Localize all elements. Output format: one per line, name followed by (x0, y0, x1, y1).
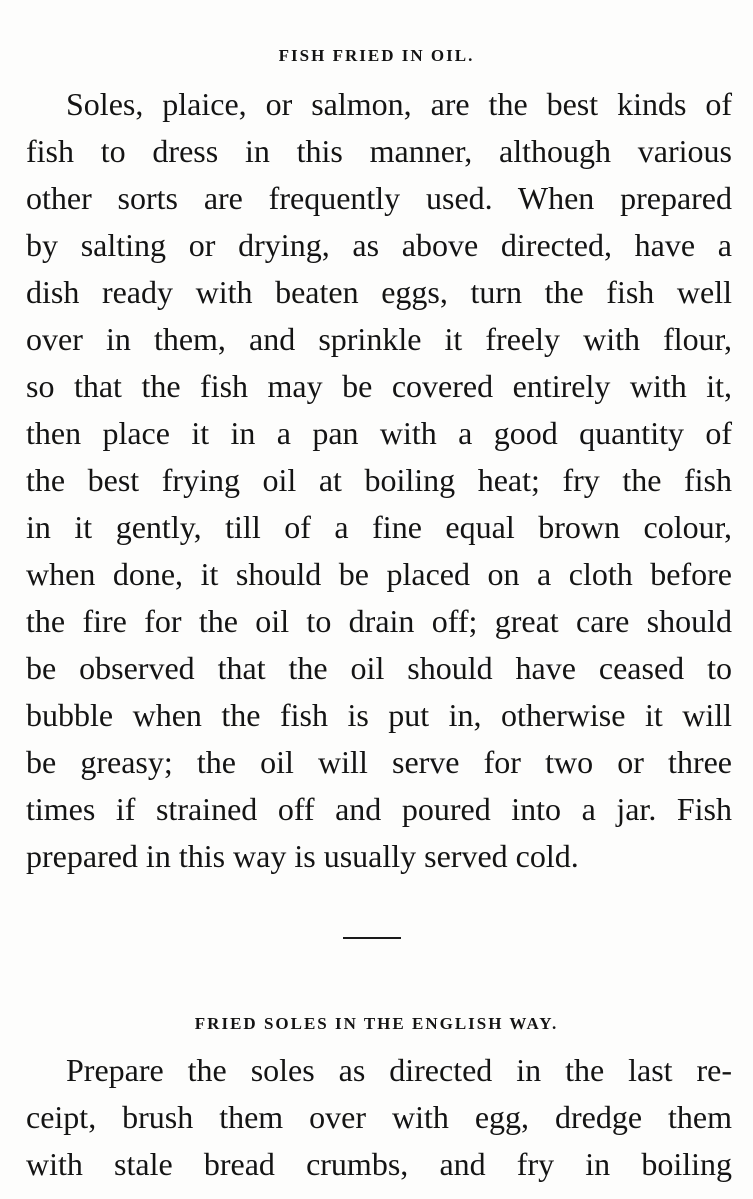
text-line: so that the fish may be covered entirely with it, (26, 368, 732, 404)
text-line: be observed that the oil should have ceased to (26, 650, 732, 686)
text-line: prepared in this way is usually served cold. (26, 838, 579, 874)
section-heading-fish-fried-in-oil: FISH FRIED IN OIL. (278, 46, 475, 65)
text-line: fish to dress in this manner, although various (26, 133, 732, 169)
text-line: times if strained off and poured into a jar. Fish (26, 791, 732, 827)
text-line: be greasy; the oil will serve for two or three (26, 744, 732, 780)
section-heading-fried-soles: FRIED SOLES IN THE ENGLISH WAY. (194, 1014, 559, 1033)
section-divider-rule (343, 937, 401, 939)
text-line: bubble when the fish is put in, otherwise it will (26, 697, 732, 733)
text-line: in it gently, till of a fine equal brown colour, (26, 509, 732, 545)
text-line: by salting or drying, as above directed, have a (26, 227, 732, 263)
text-line: with stale bread crumbs, and fry in boiling (26, 1146, 732, 1182)
text-line: then place it in a pan with a good quantity of (26, 415, 732, 451)
text-line: the fire for the oil to drain off; great care should (26, 603, 732, 639)
text-line: Soles, plaice, or salmon, are the best kinds of (66, 86, 732, 122)
text-line: the best frying oil at boiling heat; fry the fish (26, 462, 732, 498)
text-line: when done, it should be placed on a cloth before (26, 556, 732, 592)
text-line: Prepare the soles as directed in the last re- (66, 1052, 732, 1088)
text-line: over in them, and sprinkle it freely with flour, (26, 321, 732, 357)
text-line: other sorts are frequently used. When prepared (26, 180, 732, 216)
text-line: ceipt, brush them over with egg, dredge them (26, 1099, 732, 1135)
text-line: dish ready with beaten eggs, turn the fish well (26, 274, 732, 310)
